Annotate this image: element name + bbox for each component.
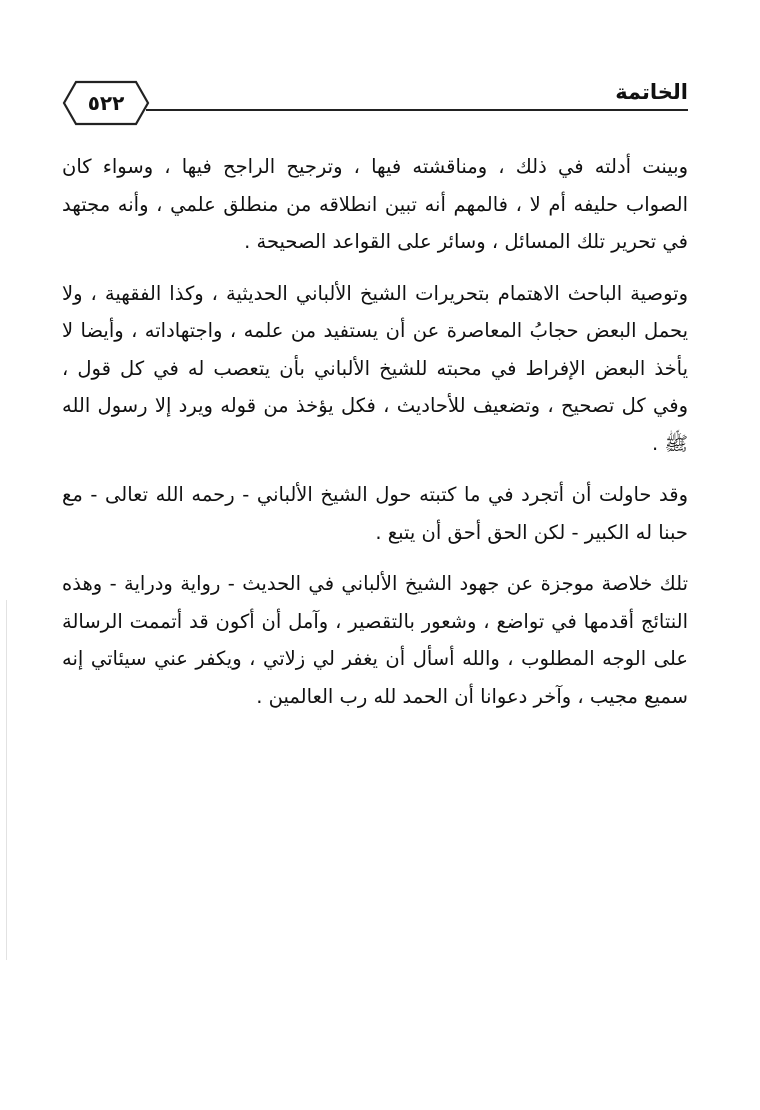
scan-edge-line (6, 600, 7, 960)
paragraph-2: وتوصية الباحث الاهتمام بتحريرات الشيخ الألباني الحديثية ، وكذا الفقهية ، ولا يحمل البعض حجابُ المعاصرة عن أن يستفيد من علمه ، واجتهاداته ، وأيضا لا يأخذ البعض الإفراط في محبته للشيخ الألباني بأن يتعصب له في كل قول ، وفي كل تصحيح ، وتضعيف للأحاديث ، فكل يؤخذ من قوله ويرد إلا رسول الله ﷺ . (62, 281, 688, 455)
page-header (62, 78, 688, 128)
chapter-title: الخاتمة (615, 80, 688, 104)
paragraph-4: تلك خلاصة موجزة عن جهود الشيخ الألباني في الحديث - رواية ودراية - وهذه النتائج أقدمها في تواضع ، وشعور بالتقصير ، وآمل أن أكون قد أتممت الرسالة على الوجه المطلوب ، والله أسأل أن يغفر لي زلاتي ، ويكفر عني سيئاتي إنه سميع مجيب ، وآخر دعوانا أن الحمد لله رب العالمين . (62, 572, 688, 708)
page-number-badge (62, 80, 150, 126)
page-number: ٥٢٢ (87, 91, 125, 115)
paragraph-1: وبينت أدلته في ذلك ، ومناقشته فيها ، وترجيح الراجح فيها ، وسواء كان الصواب حليفه أم لا ، فالمهم أنه تبين انطلاقه من منطلق علمي ، وأنه مجتهد في تحرير تلك المسائل ، وسائر على القواعد الصحيحة . (62, 155, 688, 253)
body-text (62, 148, 688, 715)
header-rule (146, 109, 688, 111)
paragraph-3: وقد حاولت أن أتجرد في ما كتبته حول الشيخ الألباني - رحمه الله تعالى - مع حبنا له الكبير - لكن الحق أحق أن يتبع . (62, 483, 688, 544)
